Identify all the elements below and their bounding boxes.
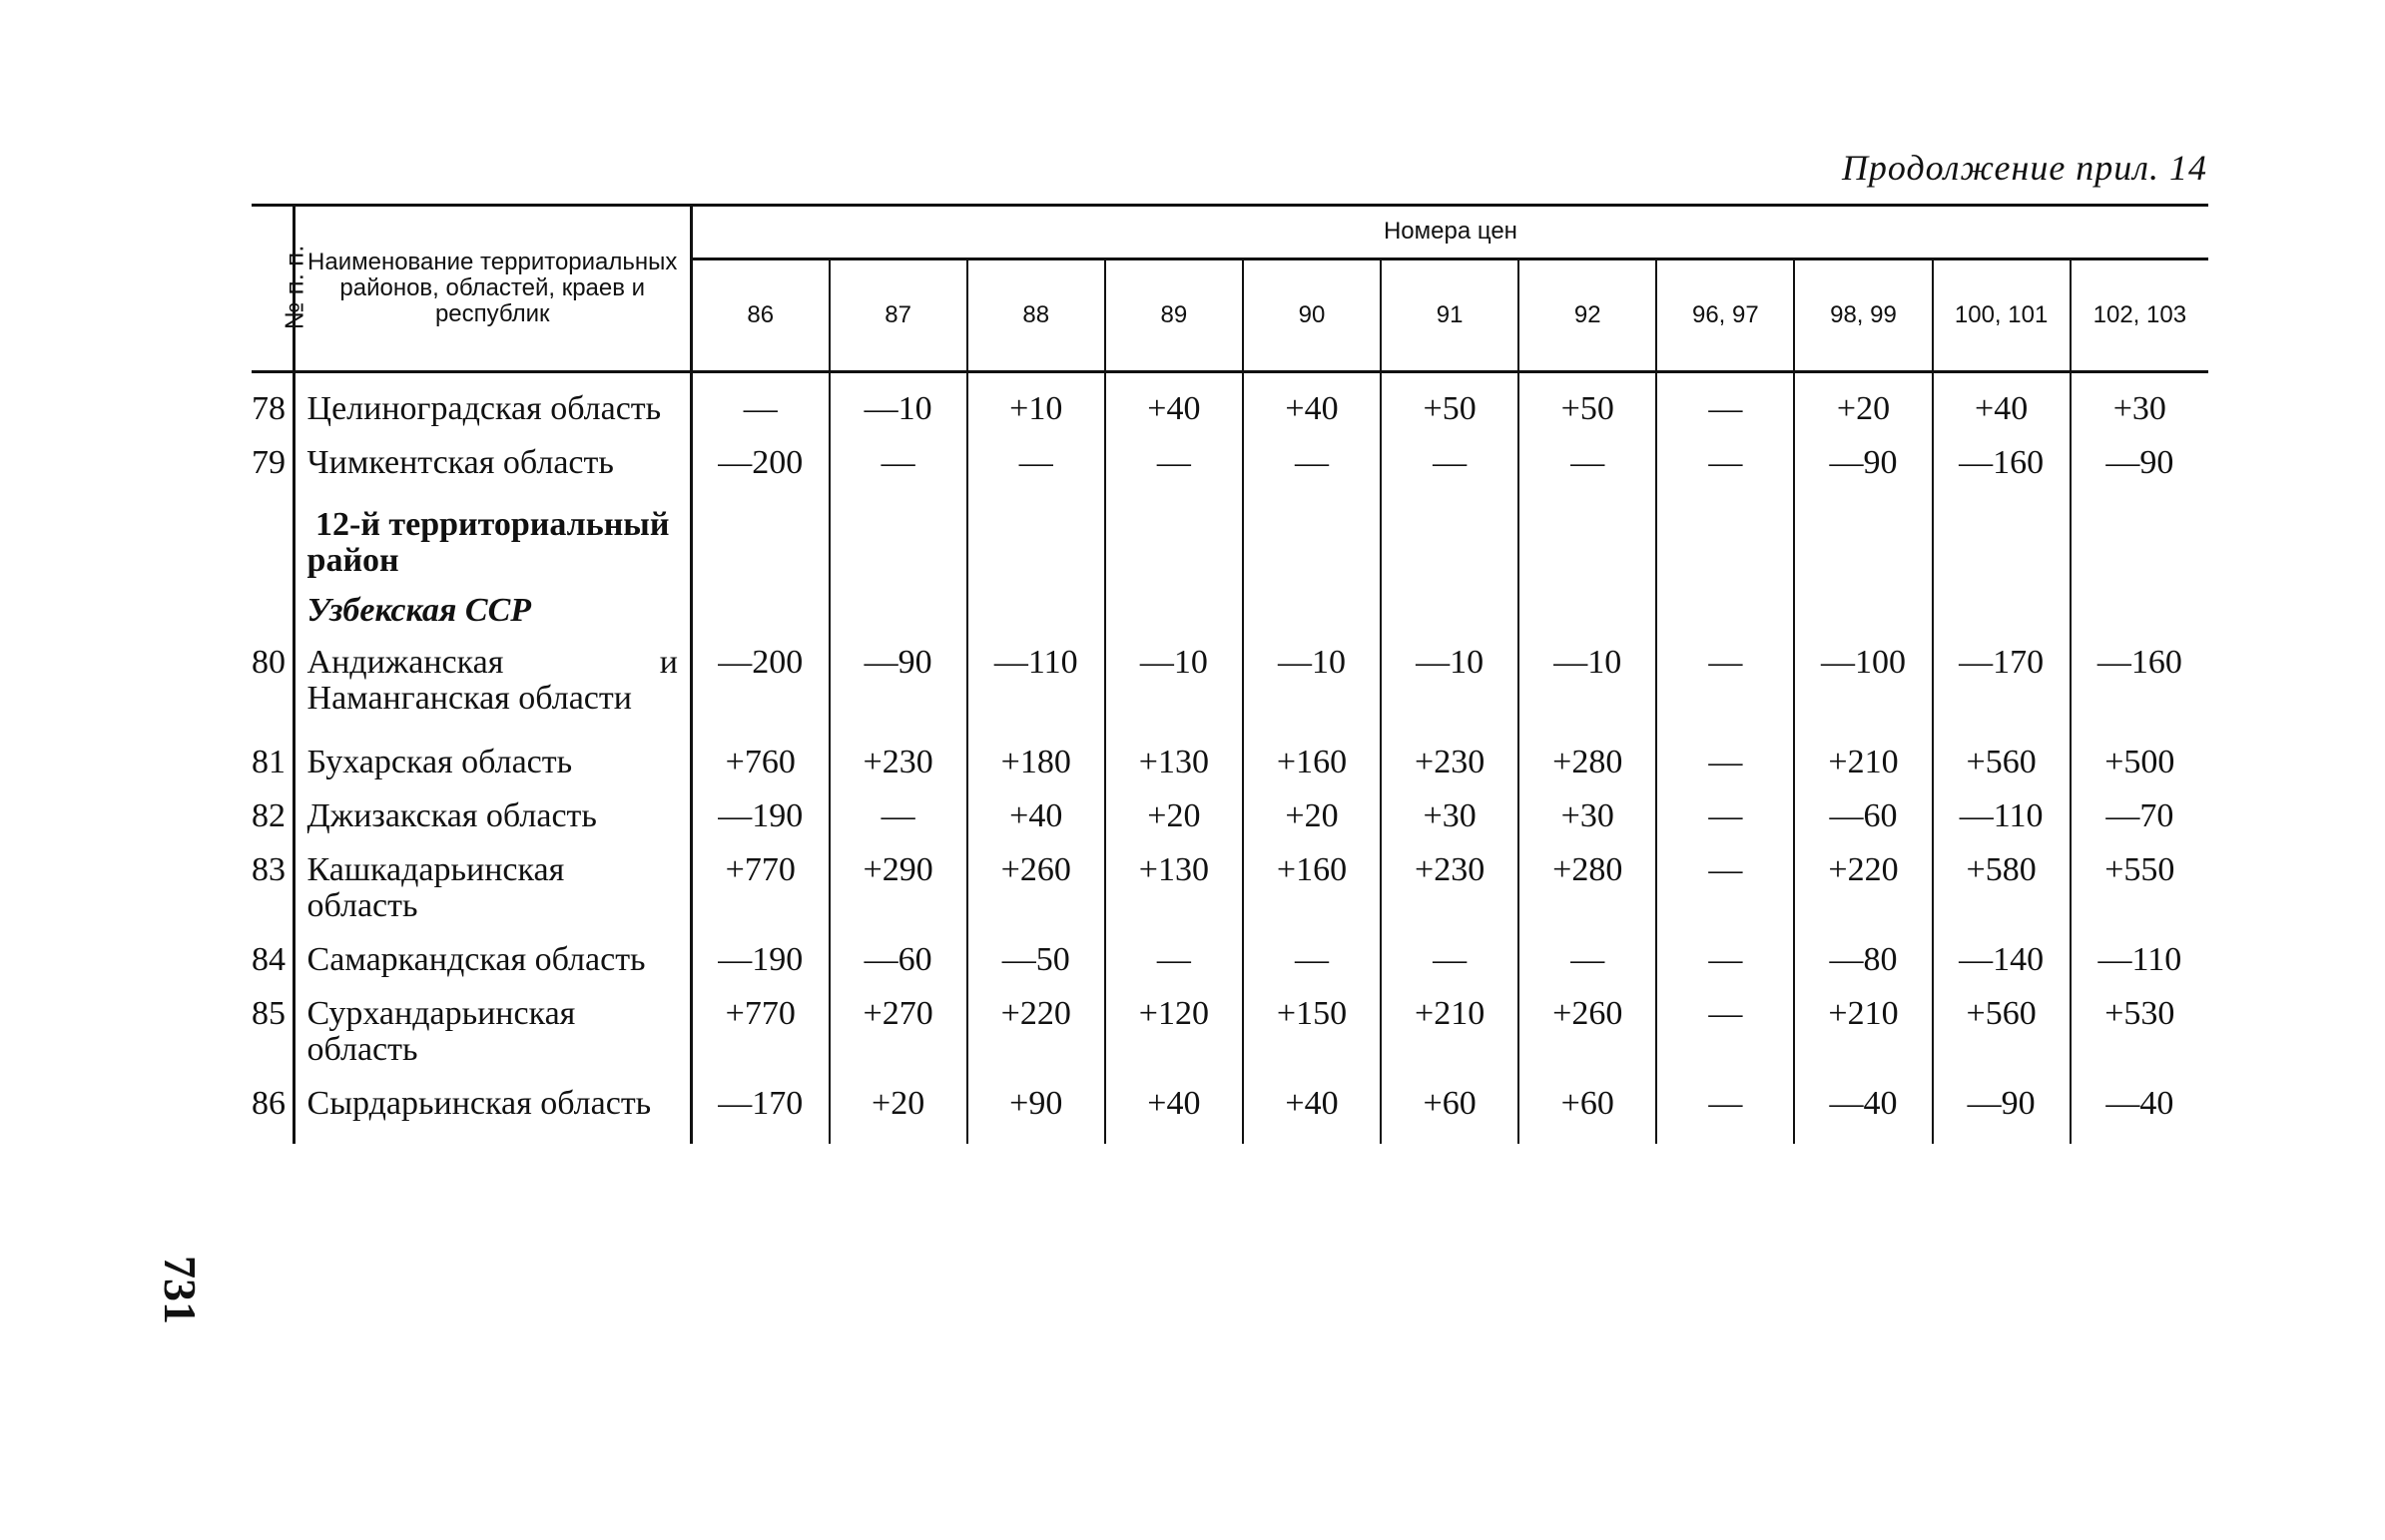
empty-cell [830, 481, 967, 579]
empty-cell [1794, 579, 1932, 629]
section-subheading: Узбекская ССР [294, 579, 691, 629]
row-number: 79 [252, 427, 294, 481]
price-value: — [1105, 924, 1243, 978]
empty-cell [1794, 481, 1932, 579]
price-value: +130 [1105, 727, 1243, 780]
price-value: —60 [830, 924, 967, 978]
price-value: —80 [1794, 924, 1932, 978]
page-header: Продолжение прил. 14 [1841, 148, 2207, 188]
price-value: +270 [830, 978, 967, 1068]
price-value: +40 [967, 780, 1105, 834]
table-row [252, 727, 2208, 780]
price-value: —10 [830, 372, 967, 428]
price-value: —160 [1933, 427, 2071, 481]
row-number: 82 [252, 780, 294, 834]
price-value: —200 [691, 629, 829, 727]
price-value: —90 [2105, 444, 2174, 481]
price-value: +20 [1105, 780, 1243, 834]
region-name: Сырдарьинская область [294, 1068, 691, 1144]
price-value: +30 [1381, 780, 1518, 834]
price-value: +560 [1933, 727, 2071, 780]
price-value: —70 [2105, 797, 2174, 834]
price-value: +180 [967, 727, 1105, 780]
price-value: +30 [2112, 390, 2166, 427]
price-value: +770 [691, 978, 829, 1068]
price-value: +500 [2104, 744, 2175, 780]
price-value: — [1656, 1068, 1794, 1144]
price-value: +210 [1794, 978, 1932, 1068]
header-price-numbers: Номера цен [691, 206, 2208, 259]
price-value: +230 [1381, 834, 1518, 924]
table-row [252, 427, 2208, 481]
empty-cell [1933, 579, 2071, 629]
price-value: —10 [1243, 629, 1381, 727]
empty-cell [967, 579, 1105, 629]
price-value: —140 [1933, 924, 2071, 978]
row-number: 81 [252, 727, 294, 780]
price-value: — [1656, 727, 1794, 780]
empty-cell [2071, 579, 2208, 629]
header-name: Наименование территориальных районов, областей, краев и республик [294, 206, 691, 372]
empty-cell [1105, 579, 1243, 629]
price-value: +210 [1381, 978, 1518, 1068]
empty-cell [830, 579, 967, 629]
price-value: —50 [967, 924, 1105, 978]
price-value: +550 [2104, 851, 2175, 888]
column-header: 98, 99 [1794, 258, 1932, 371]
price-value: +60 [1381, 1068, 1518, 1144]
price-value: —90 [1933, 1068, 2071, 1144]
price-value: +20 [1243, 780, 1381, 834]
price-value: — [1656, 780, 1794, 834]
price-value: — [967, 427, 1105, 481]
price-value: —170 [691, 1068, 829, 1144]
column-header: 91 [1381, 258, 1518, 371]
price-value: +40 [1243, 372, 1381, 428]
price-value: +130 [1105, 834, 1243, 924]
table-row [252, 978, 2208, 1068]
column-header: 88 [967, 258, 1105, 371]
price-value: +20 [1794, 372, 1932, 428]
price-value: — [1518, 924, 1656, 978]
price-value: +230 [1381, 727, 1518, 780]
row-number: 85 [252, 978, 294, 1068]
price-value: +40 [1105, 1068, 1243, 1144]
price-value: —190 [691, 924, 829, 978]
section-heading: 12-й территориальный район [294, 481, 691, 579]
price-value: — [1656, 834, 1794, 924]
table-row [252, 834, 2208, 924]
price-value: — [1381, 924, 1518, 978]
column-header: 96, 97 [1656, 258, 1794, 371]
price-value: — [1656, 978, 1794, 1068]
header-number: № п. п. [252, 206, 294, 372]
table-row [252, 629, 2208, 727]
price-value: — [1105, 427, 1243, 481]
region-name: Джизакская область [294, 780, 691, 834]
price-value: —110 [967, 629, 1105, 727]
price-value: —40 [2105, 1085, 2174, 1122]
row-number: 86 [252, 1068, 294, 1144]
price-value: — [1243, 924, 1381, 978]
table-row [252, 579, 2208, 629]
empty-cell [1656, 481, 1794, 579]
price-value: +760 [691, 727, 829, 780]
column-header: 90 [1243, 258, 1381, 371]
empty-cell [691, 481, 829, 579]
region-name: Чимкентская область [294, 427, 691, 481]
price-value: +40 [1243, 1068, 1381, 1144]
empty-cell [1933, 481, 2071, 579]
price-value: —10 [1518, 629, 1656, 727]
price-value: —110 [2097, 941, 2182, 978]
price-value: —170 [1933, 629, 2071, 727]
price-value: +10 [967, 372, 1105, 428]
table-row [252, 924, 2208, 978]
price-value: —40 [1794, 1068, 1932, 1144]
row-number: 80 [252, 629, 294, 727]
price-value: +210 [1794, 727, 1932, 780]
price-table [252, 204, 2208, 1144]
region-name: Бухарская область [294, 727, 691, 780]
price-value: — [1518, 427, 1656, 481]
price-value: +230 [830, 727, 967, 780]
price-value: —60 [1794, 780, 1932, 834]
table-row [252, 372, 2208, 428]
price-value: —160 [2096, 644, 2182, 681]
price-value: — [1656, 372, 1794, 428]
price-value: +20 [830, 1068, 967, 1144]
empty-cell [1243, 579, 1381, 629]
region-name: Целиноградская область [294, 372, 691, 428]
price-value: — [830, 427, 967, 481]
row-number: 84 [252, 924, 294, 978]
table-row [252, 481, 2208, 579]
price-value: —200 [691, 427, 829, 481]
price-value: +220 [967, 978, 1105, 1068]
column-header: 87 [830, 258, 967, 371]
price-value: —190 [691, 780, 829, 834]
empty-cell [1381, 579, 1518, 629]
price-value: +30 [1518, 780, 1656, 834]
price-value: +60 [1518, 1068, 1656, 1144]
price-value: +40 [1105, 372, 1243, 428]
empty-cell [1656, 579, 1794, 629]
price-value: +770 [691, 834, 829, 924]
price-value: +530 [2104, 995, 2175, 1032]
empty-cell [691, 579, 829, 629]
column-header: 89 [1105, 258, 1243, 371]
region-name: Сурхандарьинская область [294, 978, 691, 1068]
empty-cell [1105, 481, 1243, 579]
price-value: —10 [1105, 629, 1243, 727]
column-header: 102, 103 [2071, 258, 2208, 371]
price-value: +260 [967, 834, 1105, 924]
price-value: +290 [830, 834, 967, 924]
price-value: —90 [1794, 427, 1932, 481]
empty-cell [2071, 481, 2208, 579]
price-value: — [1656, 427, 1794, 481]
price-value: +40 [1933, 372, 2071, 428]
price-value: —10 [1381, 629, 1518, 727]
price-value: +50 [1518, 372, 1656, 428]
row-number [252, 579, 294, 629]
page-number: 731 [155, 1256, 206, 1324]
table-row [252, 780, 2208, 834]
price-value: — [1243, 427, 1381, 481]
price-value: — [691, 372, 829, 428]
empty-cell [1243, 481, 1381, 579]
price-value: —90 [830, 629, 967, 727]
price-value: —100 [1794, 629, 1932, 727]
price-value: +50 [1381, 372, 1518, 428]
price-value: +560 [1933, 978, 2071, 1068]
region-name: Кашкадарьинская область [294, 834, 691, 924]
price-value: +580 [1933, 834, 2071, 924]
price-value: +90 [967, 1068, 1105, 1144]
region-name: Самаркандская область [294, 924, 691, 978]
price-value: — [1656, 629, 1794, 727]
empty-cell [1518, 579, 1656, 629]
empty-cell [1381, 481, 1518, 579]
column-header: 100, 101 [1933, 258, 2071, 371]
region-name: Андижанская и Наманганская области [294, 629, 691, 727]
column-header: 92 [1518, 258, 1656, 371]
price-value: +160 [1243, 834, 1381, 924]
price-value: +260 [1518, 978, 1656, 1068]
price-value: +160 [1243, 727, 1381, 780]
column-header: 86 [691, 258, 829, 371]
row-number: 83 [252, 834, 294, 924]
price-value: +280 [1518, 834, 1656, 924]
price-value: — [1656, 924, 1794, 978]
row-number: 78 [252, 372, 294, 428]
price-value: +120 [1105, 978, 1243, 1068]
price-value: +280 [1518, 727, 1656, 780]
price-value: — [830, 780, 967, 834]
price-value: —110 [1933, 780, 2071, 834]
price-value: — [1381, 427, 1518, 481]
table-row [252, 1068, 2208, 1144]
empty-cell [967, 481, 1105, 579]
row-number [252, 481, 294, 579]
price-value: +220 [1794, 834, 1932, 924]
empty-cell [1518, 481, 1656, 579]
price-value: +150 [1243, 978, 1381, 1068]
